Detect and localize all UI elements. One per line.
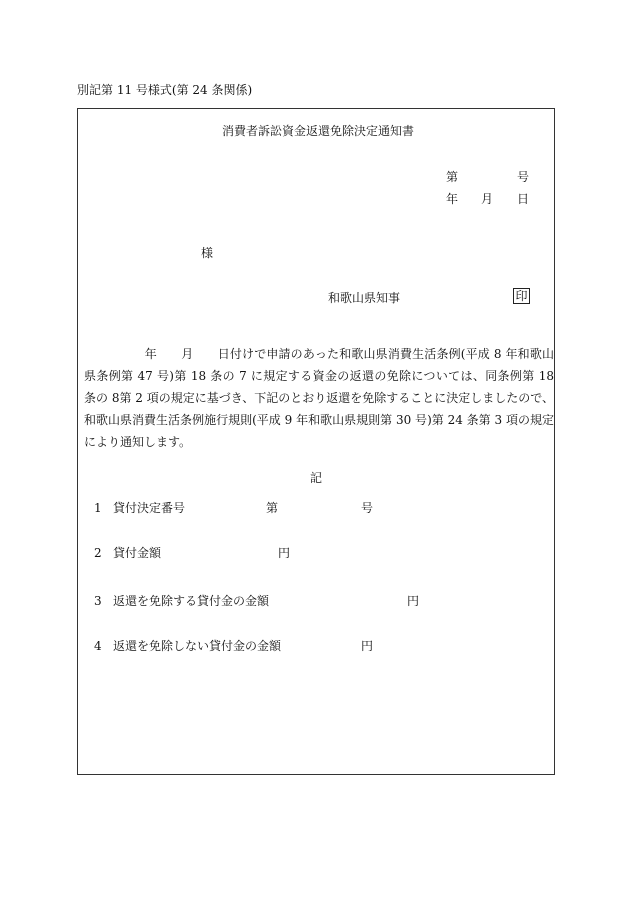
item-1-suffix: 号	[361, 501, 374, 515]
seal-stamp: 印	[513, 288, 530, 304]
item-4-number: 4	[94, 639, 102, 653]
addressee-suffix: 様	[201, 246, 214, 260]
document-title: 消費者訴訟資金返還免除決定通知書	[222, 124, 415, 138]
item-2-suffix: 円	[278, 546, 291, 560]
item-1-label: 貸付決定番号	[113, 501, 186, 515]
item-3-suffix: 円	[407, 594, 420, 608]
notice-body: 年 月 日付けで申請のあった和歌山県消費生活条例(平成 8 年和歌山県条例第 47 号)第 18 条の 7 に規定する資金の返還の免除については、同条例第 18 条の 8第 2 項の規定に基づき、下記のとおり返還を免除することに決定しましたので、和歌山県消費生活条例施行規則(平成 9 年和歌山県規則第 30 号)第 24 条第 3 項の規定により通知します。	[84, 347, 554, 449]
item-3-number: 3	[94, 594, 102, 608]
item-4-label: 返還を免除しない貸付金の金額	[113, 639, 282, 653]
date-month: 月	[481, 192, 494, 206]
form-number-label: 別記第 11 号様式(第 24 条関係)	[77, 83, 253, 97]
number-suffix: 号	[517, 170, 530, 184]
item-3-label: 返還を免除する貸付金の金額	[113, 594, 270, 608]
item-4-suffix: 円	[361, 639, 374, 653]
date-day: 日	[517, 192, 530, 206]
item-1-number: 1	[94, 501, 102, 515]
item-1-prefix: 第	[266, 501, 279, 515]
item-2-number: 2	[94, 546, 102, 560]
item-2-label: 貸付金額	[113, 546, 162, 560]
issuer-name: 和歌山県知事	[328, 291, 401, 305]
number-prefix: 第	[446, 170, 459, 184]
date-year: 年	[446, 192, 459, 206]
ki-label: 記	[310, 471, 323, 485]
